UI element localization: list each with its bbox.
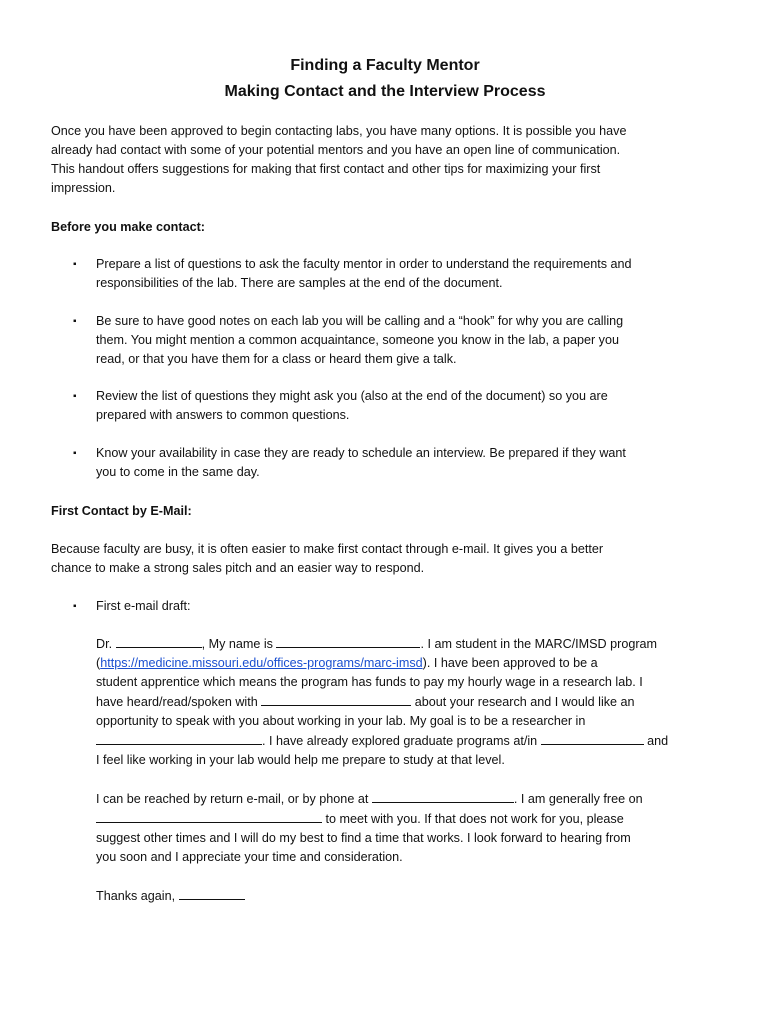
list-item-line: you to come in the same day. [96, 465, 260, 479]
blank-line [179, 886, 245, 900]
draft-line: I can be reached by return e-mail, or by phone at . I am generally free on [96, 789, 716, 809]
draft-line: Dr. , My name is . I am student in the MARC/IMSD program [96, 634, 716, 654]
bullet-icon: ▪ [73, 259, 77, 270]
draft-label: First e-mail draft: [96, 599, 191, 613]
draft-line: you soon and I appreciate your time and consideration. [96, 850, 403, 864]
list-item [96, 387, 726, 425]
list-item-line: responsibilities of the lab. There are samples at the end of the document. [96, 276, 503, 290]
document-title: Finding a Faculty Mentor [290, 57, 480, 74]
paragraph-line: Because faculty are busy, it is often easier to make first contact through e-mail. It gives you a better [51, 542, 604, 556]
blank-line [261, 692, 411, 706]
blank-line [541, 731, 644, 745]
bullet-icon: ▪ [73, 601, 77, 612]
intro-line: already had contact with some of your potential mentors and you have an open line of communication. [51, 143, 621, 157]
email-intro-paragraph [51, 540, 731, 578]
draft-line: suggest other times and I will do my best to find a time that works. I look forward to hearing from [96, 831, 631, 845]
bullet-icon: ▪ [73, 448, 77, 459]
document-subtitle: Making Contact and the Interview Process [224, 83, 546, 100]
draft-line: to meet with you. If that does not work for you, please [96, 809, 716, 829]
email-draft [96, 634, 716, 906]
blank-line [116, 634, 202, 648]
intro-line: This handout offers suggestions for making that first contact and other tips for maximizing your first [51, 162, 601, 176]
draft-line: (https://medicine.missouri.edu/offices-programs/marc-imsd). I have been approved to be a [96, 656, 598, 670]
list-item-line: read, or that you have them for a class or heard them give a talk. [96, 352, 457, 366]
bullet-icon: ▪ [73, 391, 77, 402]
blank-line [372, 789, 514, 803]
blank-line [276, 634, 420, 648]
draft-line: student apprentice which means the program has funds to pay my hourly wage in a research lab. I [96, 675, 643, 689]
blank-line [96, 809, 322, 823]
list-item-line: Be sure to have good notes on each lab you will be calling and a “hook” for why you are calling [96, 314, 624, 328]
draft-line [96, 886, 716, 906]
intro-line: Once you have been approved to begin contacting labs, you have many options. It is possible you have [51, 124, 627, 138]
section-heading-before-contact: Before you make contact: [51, 220, 205, 234]
intro-paragraph [51, 122, 731, 198]
draft-line: . I have already explored graduate programs at/in and [96, 731, 716, 751]
closing-text: Thanks again, [96, 889, 176, 903]
program-link[interactable]: https://medicine.missouri.edu/offices-programs/marc-imsd [100, 656, 423, 670]
bullet-icon: ▪ [73, 316, 77, 327]
blank-line [96, 731, 262, 745]
list-item-line: prepared with answers to common questions. [96, 408, 350, 422]
draft-line: opportunity to speak with you about working in your lab. My goal is to be a researcher in [96, 714, 586, 728]
list-item-line: Prepare a list of questions to ask the faculty mentor in order to understand the requirements and [96, 257, 632, 271]
draft-line: have heard/read/spoken with about your research and I would like an [96, 692, 716, 712]
list-item-line: Know your availability in case they are ready to schedule an interview. Be prepared if they want [96, 446, 626, 460]
list-item-line: Review the list of questions they might ask you (also at the end of the document) so you are [96, 389, 608, 403]
section-heading-email: First Contact by E-Mail: [51, 504, 192, 518]
draft-line: I feel like working in your lab would help me prepare to study at that level. [96, 753, 505, 767]
list-item [96, 312, 726, 369]
list-item [96, 255, 726, 293]
intro-line: impression. [51, 181, 116, 195]
list-item [96, 444, 726, 482]
list-item-line: them. You might mention a common acquaintance, someone you know in the lab, a paper you [96, 333, 619, 347]
paragraph-line: chance to make a strong sales pitch and an easier way to respond. [51, 561, 425, 575]
